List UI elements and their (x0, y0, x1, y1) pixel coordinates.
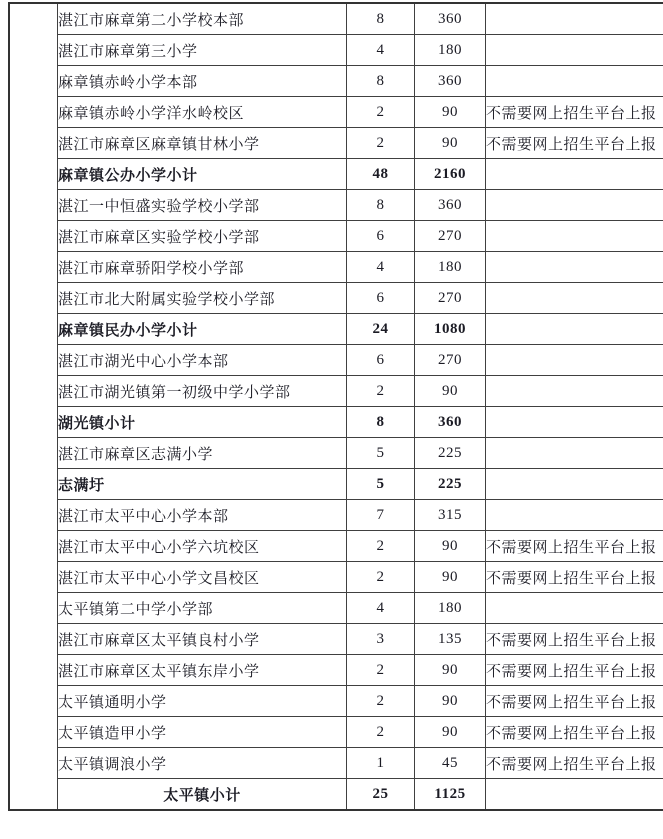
value1-cell: 2 (347, 655, 415, 686)
value1-cell: 24 (347, 314, 415, 345)
remark-cell: 不需要网上招生平台上报 (486, 531, 663, 562)
school-name-cell: 湛江市麻章区实验学校小学部 (58, 221, 347, 252)
value2-cell: 180 (415, 593, 486, 624)
school-name-cell: 湛江市麻章区志满小学 (58, 438, 347, 469)
school-name-cell: 湛江市湖光镇第一初级中学小学部 (58, 376, 347, 407)
remark-cell (486, 438, 663, 469)
remark-cell: 不需要网上招生平台上报 (486, 562, 663, 593)
table-row (9, 531, 663, 562)
remark-cell: 不需要网上招生平台上报 (486, 655, 663, 686)
table-row (9, 438, 663, 469)
table-row (9, 221, 663, 252)
table-row (9, 407, 663, 438)
remark-cell: 不需要网上招生平台上报 (486, 686, 663, 717)
remark-cell: 不需要网上招生平台上报 (486, 717, 663, 748)
table-row (9, 345, 663, 376)
table-row (9, 562, 663, 593)
value1-cell: 4 (347, 35, 415, 66)
value1-cell: 4 (347, 593, 415, 624)
remark-cell (486, 779, 663, 811)
value2-cell: 360 (415, 190, 486, 221)
value1-cell: 3 (347, 624, 415, 655)
value1-cell: 2 (347, 97, 415, 128)
remark-cell (486, 252, 663, 283)
value2-cell: 90 (415, 531, 486, 562)
table-row (9, 97, 663, 128)
value2-cell: 360 (415, 66, 486, 97)
group-merged-cell (9, 3, 58, 810)
school-name-cell: 麻章镇赤岭小学本部 (58, 66, 347, 97)
remark-cell (486, 345, 663, 376)
remark-cell (486, 593, 663, 624)
value1-cell: 6 (347, 283, 415, 314)
table-row (9, 66, 663, 97)
value2-cell: 1080 (415, 314, 486, 345)
remark-cell: 不需要网上招生平台上报 (486, 128, 663, 159)
value2-cell: 45 (415, 748, 486, 779)
value1-cell: 2 (347, 531, 415, 562)
table-row (9, 500, 663, 531)
school-name-cell: 麻章镇赤岭小学洋水岭校区 (58, 97, 347, 128)
school-name-cell: 太平镇通明小学 (58, 686, 347, 717)
remark-cell (486, 190, 663, 221)
value1-cell: 1 (347, 748, 415, 779)
school-name-cell: 湛江市湖光中心小学本部 (58, 345, 347, 376)
value2-cell: 180 (415, 252, 486, 283)
table-row (9, 128, 663, 159)
value2-cell: 360 (415, 407, 486, 438)
value1-cell: 2 (347, 717, 415, 748)
remark-cell (486, 3, 663, 35)
school-name-cell: 麻章镇民办小学小计 (58, 314, 347, 345)
table-row (9, 748, 663, 779)
school-name-cell: 湛江市北大附属实验学校小学部 (58, 283, 347, 314)
remark-cell (486, 314, 663, 345)
school-name-cell: 湛江市麻章骄阳学校小学部 (58, 252, 347, 283)
table-row (9, 655, 663, 686)
value1-cell: 2 (347, 128, 415, 159)
school-name-cell: 湛江市麻章第二小学校本部 (58, 3, 347, 35)
value2-cell: 90 (415, 128, 486, 159)
table-row (9, 252, 663, 283)
remark-cell (486, 469, 663, 500)
school-name-cell: 湛江市麻章区太平镇良村小学 (58, 624, 347, 655)
enrollment-table (8, 2, 663, 811)
value1-cell: 8 (347, 190, 415, 221)
school-name-cell: 湛江市麻章区太平镇东岸小学 (58, 655, 347, 686)
value1-cell: 6 (347, 221, 415, 252)
value1-cell: 4 (347, 252, 415, 283)
value2-cell: 90 (415, 562, 486, 593)
value1-cell: 2 (347, 562, 415, 593)
value2-cell: 225 (415, 438, 486, 469)
value2-cell: 1125 (415, 779, 486, 811)
table-row (9, 3, 663, 35)
table-row (9, 686, 663, 717)
value2-cell: 90 (415, 655, 486, 686)
value2-cell: 90 (415, 97, 486, 128)
table-body (9, 3, 663, 810)
school-name-cell: 湛江市太平中心小学文昌校区 (58, 562, 347, 593)
table-row (9, 35, 663, 66)
value1-cell: 6 (347, 345, 415, 376)
value1-cell: 5 (347, 469, 415, 500)
school-name-cell: 太平镇小计 (58, 779, 347, 811)
value1-cell: 7 (347, 500, 415, 531)
school-name-cell: 湖光镇小计 (58, 407, 347, 438)
value1-cell: 8 (347, 3, 415, 35)
value1-cell: 2 (347, 686, 415, 717)
school-name-cell: 太平镇造甲小学 (58, 717, 347, 748)
value1-cell: 48 (347, 159, 415, 190)
school-name-cell: 湛江市太平中心小学本部 (58, 500, 347, 531)
value2-cell: 90 (415, 376, 486, 407)
remark-cell: 不需要网上招生平台上报 (486, 624, 663, 655)
value1-cell: 25 (347, 779, 415, 811)
value2-cell: 315 (415, 500, 486, 531)
remark-cell (486, 35, 663, 66)
value1-cell: 8 (347, 66, 415, 97)
value2-cell: 90 (415, 717, 486, 748)
remark-cell (486, 159, 663, 190)
school-name-cell: 志满圩 (58, 469, 347, 500)
school-name-cell: 太平镇调浪小学 (58, 748, 347, 779)
table-row (9, 717, 663, 748)
table-row (9, 593, 663, 624)
school-name-cell: 湛江市麻章第三小学 (58, 35, 347, 66)
school-name-cell: 湛江一中恒盛实验学校小学部 (58, 190, 347, 221)
school-name-cell: 湛江市麻章区麻章镇甘林小学 (58, 128, 347, 159)
table-row (9, 376, 663, 407)
table-row (9, 159, 663, 190)
school-name-cell: 太平镇第二中学小学部 (58, 593, 347, 624)
remark-cell (486, 376, 663, 407)
table-row (9, 190, 663, 221)
value1-cell: 2 (347, 376, 415, 407)
remark-cell: 不需要网上招生平台上报 (486, 97, 663, 128)
school-name-cell: 麻章镇公办小学小计 (58, 159, 347, 190)
table-row (9, 469, 663, 500)
value2-cell: 270 (415, 283, 486, 314)
remark-cell: 不需要网上招生平台上报 (486, 748, 663, 779)
remark-cell (486, 221, 663, 252)
value2-cell: 135 (415, 624, 486, 655)
school-name-cell: 湛江市太平中心小学六坑校区 (58, 531, 347, 562)
value2-cell: 180 (415, 35, 486, 66)
value2-cell: 270 (415, 345, 486, 376)
remark-cell (486, 500, 663, 531)
remark-cell (486, 283, 663, 314)
value1-cell: 5 (347, 438, 415, 469)
table-row (9, 283, 663, 314)
table-row (9, 314, 663, 345)
value1-cell: 8 (347, 407, 415, 438)
value2-cell: 270 (415, 221, 486, 252)
remark-cell (486, 407, 663, 438)
table-row (9, 624, 663, 655)
value2-cell: 2160 (415, 159, 486, 190)
table-row (9, 779, 663, 811)
remark-cell (486, 66, 663, 97)
value2-cell: 225 (415, 469, 486, 500)
value2-cell: 360 (415, 3, 486, 35)
value2-cell: 90 (415, 686, 486, 717)
